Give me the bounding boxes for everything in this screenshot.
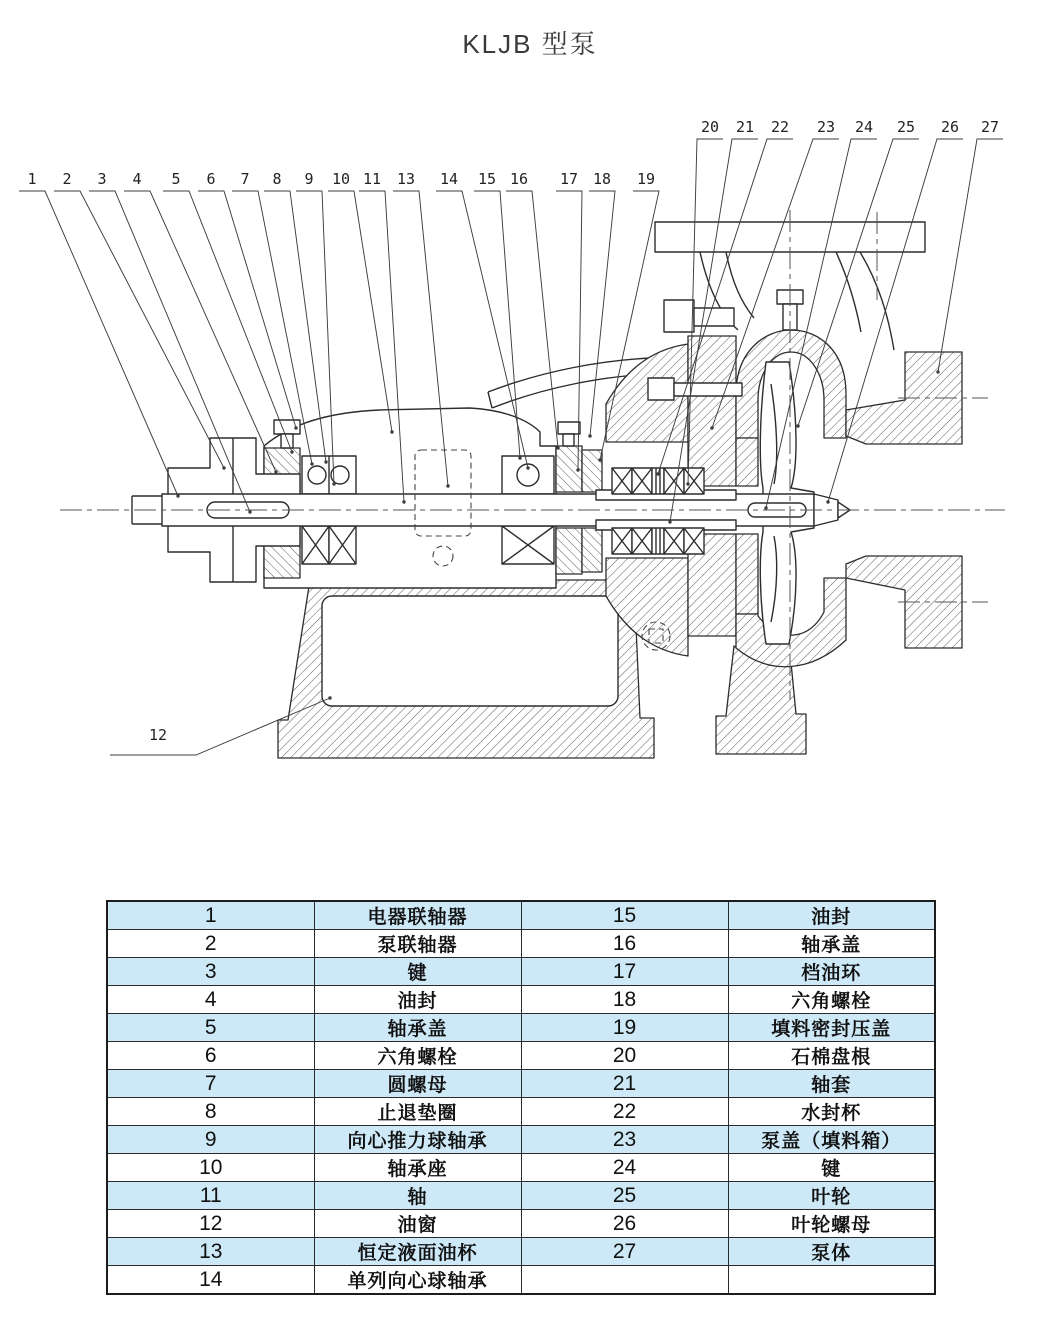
leader-line-26 xyxy=(828,139,963,502)
part-name: 叶轮螺母 xyxy=(728,1210,935,1238)
callout-4: 4 xyxy=(132,170,142,188)
table-row xyxy=(107,1238,935,1266)
leader-dot-23 xyxy=(710,426,713,429)
table-row xyxy=(107,986,935,1014)
leader-dot-7 xyxy=(310,462,313,465)
part-number: 27 xyxy=(521,1238,728,1266)
part-name: 泵联轴器 xyxy=(314,930,521,958)
leader-line-2 xyxy=(54,191,224,468)
part-name: 档油环 xyxy=(728,958,935,986)
leader-dot-4 xyxy=(274,470,277,473)
leader-dot-6 xyxy=(294,426,297,429)
parts-table xyxy=(106,900,936,1295)
leader-dot-17 xyxy=(576,468,579,471)
part-name: 键 xyxy=(314,958,521,986)
part-number: 4 xyxy=(107,986,314,1014)
callout-2: 2 xyxy=(62,170,72,188)
part-number: 1 xyxy=(107,901,314,930)
leader-dot-16 xyxy=(556,446,559,449)
part-name: 油窗 xyxy=(314,1210,521,1238)
part-number: 26 xyxy=(521,1210,728,1238)
callout-19: 19 xyxy=(636,170,656,188)
part-name: 油封 xyxy=(314,986,521,1014)
part-number xyxy=(521,1266,728,1295)
callout-15: 15 xyxy=(477,170,497,188)
callout-13: 13 xyxy=(396,170,416,188)
leader-dot-5 xyxy=(290,450,293,453)
callout-1: 1 xyxy=(27,170,37,188)
callout-12: 12 xyxy=(148,726,168,744)
part-number: 12 xyxy=(107,1210,314,1238)
callout-6: 6 xyxy=(206,170,216,188)
leader-dot-1 xyxy=(176,494,179,497)
part-number: 2 xyxy=(107,930,314,958)
leader-dot-3 xyxy=(248,510,251,513)
leader-line-1 xyxy=(19,191,178,496)
part-name: 单列向心球轴承 xyxy=(314,1266,521,1295)
part-name: 轴承座 xyxy=(314,1154,521,1182)
leader-dot-13 xyxy=(446,484,449,487)
part-name: 水封杯 xyxy=(728,1098,935,1126)
table-row xyxy=(107,1182,935,1210)
part-number: 8 xyxy=(107,1098,314,1126)
callout-8: 8 xyxy=(272,170,282,188)
callout-7: 7 xyxy=(240,170,250,188)
part-name: 六角螺栓 xyxy=(314,1042,521,1070)
callout-24: 24 xyxy=(854,118,874,136)
leader-line-4 xyxy=(124,191,276,472)
table-row xyxy=(107,1126,935,1154)
leader-dot-24 xyxy=(764,506,767,509)
leader-dot-8 xyxy=(324,460,327,463)
part-number: 17 xyxy=(521,958,728,986)
leader-dot-25 xyxy=(796,424,799,427)
part-number: 23 xyxy=(521,1126,728,1154)
leader-dot-27 xyxy=(936,370,939,373)
callout-9: 9 xyxy=(304,170,314,188)
leader-dot-9 xyxy=(332,482,335,485)
callout-20: 20 xyxy=(700,118,720,136)
callout-17: 17 xyxy=(559,170,579,188)
part-name: 止退垫圈 xyxy=(314,1098,521,1126)
leader-line-10 xyxy=(328,191,392,432)
part-number: 22 xyxy=(521,1098,728,1126)
part-name: 泵盖（填料箱） xyxy=(728,1126,935,1154)
part-number: 6 xyxy=(107,1042,314,1070)
callout-10: 10 xyxy=(331,170,351,188)
leader-line-27 xyxy=(938,139,1003,372)
callout-3: 3 xyxy=(97,170,107,188)
part-number: 18 xyxy=(521,986,728,1014)
callout-18: 18 xyxy=(592,170,612,188)
callout-26: 26 xyxy=(940,118,960,136)
part-number: 10 xyxy=(107,1154,314,1182)
part-number: 19 xyxy=(521,1014,728,1042)
leader-line-25 xyxy=(798,139,919,426)
leader-dot-12 xyxy=(328,696,331,699)
part-number: 24 xyxy=(521,1154,728,1182)
callout-5: 5 xyxy=(171,170,181,188)
hex-bolt-upper xyxy=(664,300,694,332)
part-name: 轴 xyxy=(314,1182,521,1210)
part-number: 9 xyxy=(107,1126,314,1154)
part-name: 轴套 xyxy=(728,1070,935,1098)
leader-dot-20 xyxy=(686,482,689,485)
part-number: 25 xyxy=(521,1182,728,1210)
part-number: 15 xyxy=(521,901,728,930)
part-name: 圆螺母 xyxy=(314,1070,521,1098)
foot-hollow xyxy=(322,596,618,706)
table-row xyxy=(107,958,935,986)
table-row xyxy=(107,1070,935,1098)
leader-dot-21 xyxy=(668,520,671,523)
leader-dot-15 xyxy=(518,456,521,459)
table-row xyxy=(107,901,935,930)
leader-dot-2 xyxy=(222,466,225,469)
part-number: 7 xyxy=(107,1070,314,1098)
table-row xyxy=(107,1098,935,1126)
leader-dot-26 xyxy=(826,500,829,503)
callout-27: 27 xyxy=(980,118,1000,136)
part-name: 向心推力球轴承 xyxy=(314,1126,521,1154)
table-row xyxy=(107,930,935,958)
leader-dot-22 xyxy=(656,472,659,475)
leader-dot-10 xyxy=(390,430,393,433)
table-row xyxy=(107,1266,935,1295)
table-row xyxy=(107,1210,935,1238)
part-number: 3 xyxy=(107,958,314,986)
table-row xyxy=(107,1154,935,1182)
part-name: 恒定液面油杯 xyxy=(314,1238,521,1266)
leader-dot-18 xyxy=(588,434,591,437)
part-number: 14 xyxy=(107,1266,314,1295)
part-name: 轴承盖 xyxy=(728,930,935,958)
pump-drawing xyxy=(60,210,1005,758)
part-number: 21 xyxy=(521,1070,728,1098)
part-number: 11 xyxy=(107,1182,314,1210)
part-number: 20 xyxy=(521,1042,728,1070)
packing-gland xyxy=(582,450,602,492)
leader-dot-14 xyxy=(526,466,529,469)
callout-16: 16 xyxy=(509,170,529,188)
parts-table-body xyxy=(107,901,935,1294)
part-name: 填料密封压盖 xyxy=(728,1014,935,1042)
part-name xyxy=(728,1266,935,1295)
part-number: 13 xyxy=(107,1238,314,1266)
table-row xyxy=(107,1042,935,1070)
part-name: 键 xyxy=(728,1154,935,1182)
part-name: 泵体 xyxy=(728,1238,935,1266)
callout-22: 22 xyxy=(770,118,790,136)
hex-bolt-lower xyxy=(648,378,674,400)
leader-dot-19 xyxy=(598,458,601,461)
callout-21: 21 xyxy=(735,118,755,136)
water-seal-ring xyxy=(652,468,664,494)
part-name: 石棉盘根 xyxy=(728,1042,935,1070)
callout-23: 23 xyxy=(816,118,836,136)
callout-14: 14 xyxy=(439,170,459,188)
leader-line-5 xyxy=(163,191,292,452)
part-name: 叶轮 xyxy=(728,1182,935,1210)
callout-25: 25 xyxy=(896,118,916,136)
part-name: 电器联轴器 xyxy=(314,901,521,930)
part-name: 六角螺栓 xyxy=(728,986,935,1014)
leader-dot-11 xyxy=(402,500,405,503)
part-name: 轴承盖 xyxy=(314,1014,521,1042)
part-number: 5 xyxy=(107,1014,314,1042)
part-number: 16 xyxy=(521,930,728,958)
table-row xyxy=(107,1014,935,1042)
part-name: 油封 xyxy=(728,901,935,930)
page-title: KLJB 型泵 xyxy=(462,29,598,59)
callout-11: 11 xyxy=(362,170,382,188)
